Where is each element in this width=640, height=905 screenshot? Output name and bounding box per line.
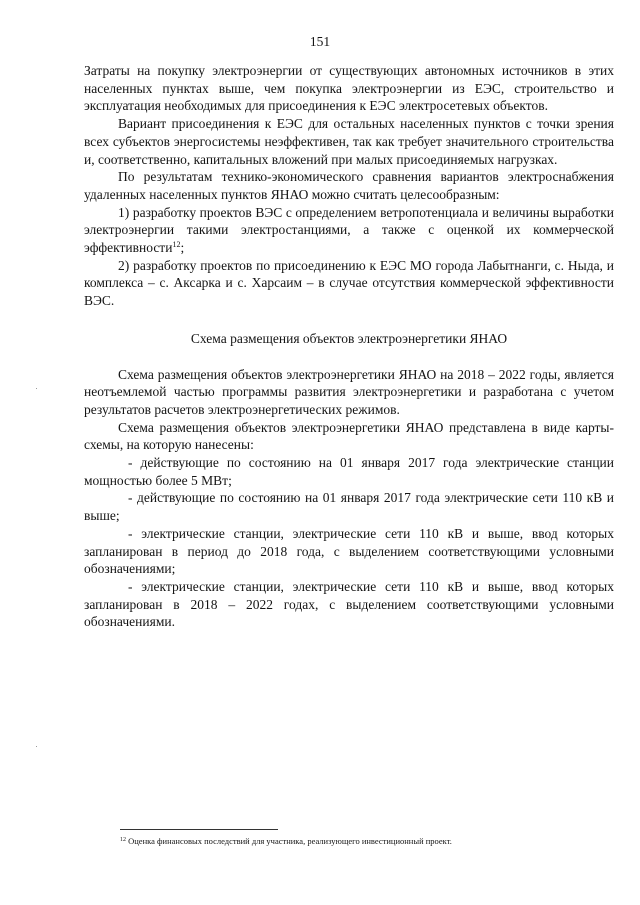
paragraph-comparison-results: По результатам технико-экономического сравнения вариантов электроснабжения удаленных населенных пунктов ЯНАО можно считать целесообразным: [84,169,614,202]
footnote-reference[interactable]: 12 [172,240,181,250]
paragraph-scheme-description: Схема размещения объектов электроэнергетики ЯНАО на 2018 – 2022 годы, является неотъемлемой частью программы развития электроэнергетики и разработана с учетом результатов расчетов электроэнергетических режимов. [84,366,614,417]
scan-speck [36,746,37,747]
list-item: - действующие по состоянию на 01 января 2017 года электрические сети 110 кВ и выше; [84,490,614,524]
list-item: - электрические станции, электрические сети 110 кВ и выше, ввод которых запланирован в 2018 – 2022 годах, с выделением соответствующими условными обозначениями. [84,578,614,630]
body-text [84,62,614,631]
footnote-divider [120,829,278,830]
paragraph-wind-projects [84,204,614,257]
wind-projects-text: 1) разработку проектов ВЭС с определением ветропотенциала и величины выработки электроэнергии такими электростанциями, а также с оценкой их коммерческой эффективности [84,204,614,256]
paragraph-grid-connection-projects: 2) разработку проектов по присоединению к ЕЭС МО города Лабытнанги, с. Ныда, и комплекса – с. Аксарка и с. Харсаим – в случае отсутствия коммерческой эффективности ВЭС. [84,257,614,309]
list-item: - действующие по состоянию на 01 января 2017 года электрические станции мощностью более 5 МВт; [84,455,614,488]
list-item: - электрические станции, электрические сети 110 кВ и выше, ввод которых запланирован в период до 2018 года, с выделением соответствующими условными обозначениями; [84,525,614,577]
paragraph-scheme-map: Схема размещения объектов электроэнергетики ЯНАО представлена в виде карты-схемы, на которую нанесены: [84,419,614,453]
paragraph-ues-connection: Вариант присоединения к ЕЭС для остальных населенных пунктов с точки зрения всех субъектов энергосистемы неэффективен, так как требует значительного строительства и, соответственно, капитальных вложений при малых присоединяемых нагрузках. [84,116,614,167]
scan-speck [36,388,37,389]
paragraph-costs: Затраты на покупку электроэнергии от существующих автономных источников в этих населенных пунктах выше, чем покупка электроэнергии из ЕЭС, строительство и эксплуатация необходимых для присоединения к ЕЭС электросетевых объектов. [84,63,614,114]
footnote-number: 12 [120,837,126,843]
footnote [120,836,620,847]
section-heading: Схема размещения объектов электроэнергетики ЯНАО [190,330,508,346]
page-number: 151 [309,34,331,49]
footnote-reference-suffix: ; [180,240,185,256]
footnote-text: Оценка финансовых последствий для участника, реализующего инвестиционный проект. [128,836,452,846]
